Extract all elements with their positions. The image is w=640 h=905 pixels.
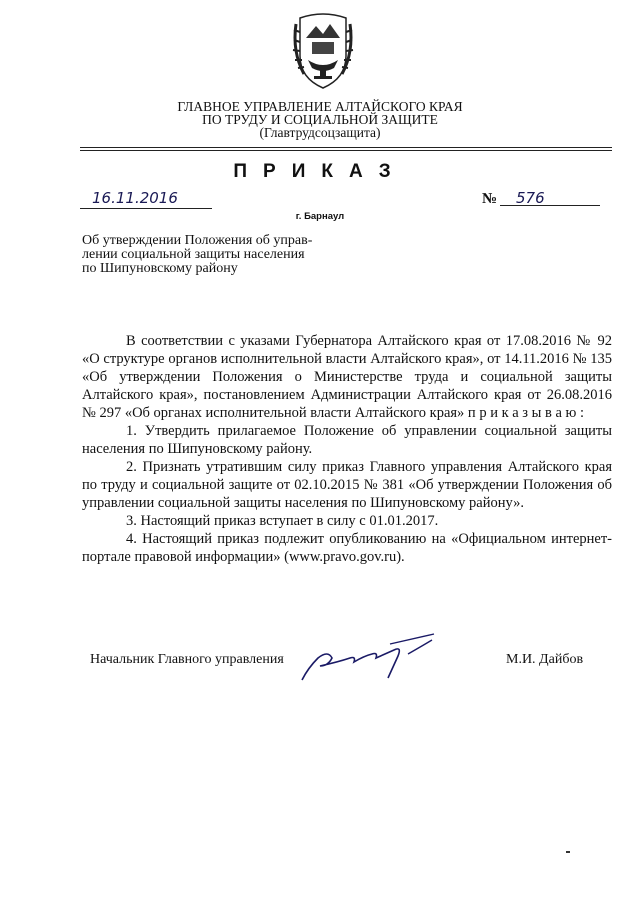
org-name-short: (Главтрудсоцзащита) <box>259 125 381 140</box>
order-date: 16.11.2016 <box>92 189 178 207</box>
order-number: 576 <box>516 189 545 207</box>
signature-icon <box>298 628 438 688</box>
document-title: ПРИКАЗ <box>233 161 407 182</box>
city: г. Барнаул <box>295 211 345 222</box>
order-subject <box>82 234 362 276</box>
page-mark <box>566 851 570 853</box>
header-rule-double <box>80 150 612 151</box>
header-rule <box>80 147 612 148</box>
preamble-paragraph: В соответствии с указами Губернатора Алтайского края от 17.08.2016 № 92 «О структуре органов исполнительной власти Алтайского края», от 14.11.2016 № 135 «Об утверждении Положения о Министерстве труда и социальной защиты Алтайского края», постановлением Администрации Алтайского края от 26.08.2016 № 297 «Об органах исполнительной власти Алтайского края» п р и к а з ы в а ю : <box>82 333 612 421</box>
org-name-line1: ГЛАВНОЕ УПРАВЛЕНИЕ АЛТАЙСКОГО КРАЯ <box>177 99 463 114</box>
subject-line2: лении социальной защиты населения <box>82 247 305 262</box>
number-underline <box>500 205 600 206</box>
signatory-name: М.И. Дайбов <box>506 652 584 667</box>
item-1: 1. Утвердить прилагаемое Положение об управлении социальной защиты населения по Шипуновскому району. <box>82 423 612 457</box>
item-3: 3. Настоящий приказ вступает в силу с 01.01.2017. <box>126 513 439 529</box>
subject-line1: Об утверждении Положения об управ- <box>82 233 313 248</box>
signatory-position: Начальник Главного управления <box>90 652 284 667</box>
item-4: 4. Настоящий приказ подлежит опубликованию на «Официальном интернет-портале правовой информации» (www.pravo.gov.ru). <box>82 531 612 565</box>
item-2: 2. Признать утратившим силу приказ Главного управления Алтайского края по труду и социальной защите от 02.10.2015 № 381 «Об утверждении Положения об управлении социальной защиты населения по Шипуновскому району». <box>82 459 612 511</box>
org-name-line2: ПО ТРУДУ И СОЦИАЛЬНОЙ ЗАЩИТЕ <box>202 112 438 127</box>
coat-of-arms-icon <box>290 12 356 92</box>
order-body <box>82 332 612 566</box>
subject-line3: по Шипуновскому району <box>82 261 238 276</box>
number-label: № <box>482 191 498 207</box>
